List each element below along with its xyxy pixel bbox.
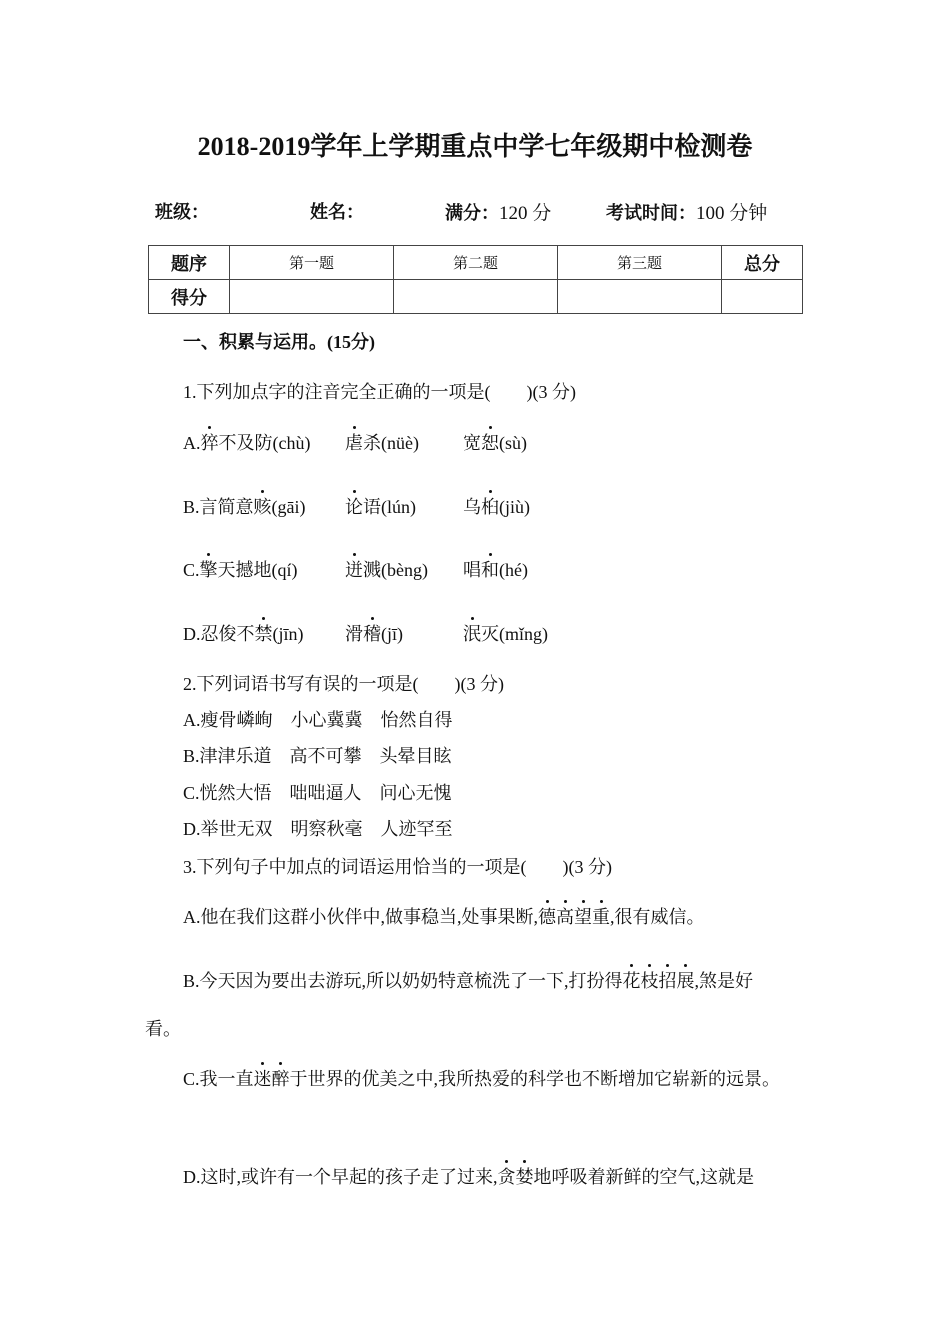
emphasized-char: 恕 [481, 433, 499, 453]
text-segment: 不及防(chù) [218, 433, 311, 453]
emphasized-char: 重 [592, 907, 610, 927]
emphasized-char: 擎 [199, 560, 218, 580]
question-1-option-phrase [345, 496, 416, 518]
emphasized-char: 醉 [271, 1069, 290, 1089]
emphasized-char: 禁 [254, 624, 273, 644]
question-1-option-phrase [183, 623, 304, 645]
emphasized-char: 德 [538, 907, 556, 927]
name-label: 姓名： [310, 202, 364, 223]
question-1-option-phrase [183, 559, 298, 581]
question-2-option: C.恍然大悟 咄咄逼人 问心无愧 [183, 783, 452, 803]
question-3-option [183, 970, 753, 992]
text-segment: 杀(nüè) [363, 433, 419, 453]
text-segment: B.言简意 [183, 497, 254, 517]
text-segment: B.今天因为要出去游玩,所以奶奶特意梳洗了一下,打扮得 [183, 971, 623, 991]
question-1-option-phrase [345, 432, 419, 454]
section-heading: 一、积累与运用。(15分) [183, 332, 375, 352]
emphasized-char: 桕 [481, 497, 499, 517]
text-segment: (gāi) [271, 497, 306, 517]
emphasized-char: 稽 [363, 624, 381, 644]
table-header-cell: 第三题 [558, 246, 722, 280]
text-segment: 唱 [463, 560, 481, 580]
exam-time [606, 198, 767, 225]
emphasized-char: 虐 [345, 433, 363, 453]
text-segment: C. [183, 560, 200, 580]
text-segment: D.这时,或许有一个早起的孩子走了过来, [183, 1167, 498, 1187]
text-segment: 地呼吸着新鲜的空气,这就是 [533, 1167, 754, 1187]
text-segment: 滑 [345, 624, 363, 644]
text-segment: 宽 [463, 433, 481, 453]
text-segment: 天撼地(qí) [217, 560, 298, 580]
table-header-row [149, 246, 803, 280]
emphasized-char: 招 [658, 971, 677, 991]
question-1-option-phrase [345, 623, 403, 645]
text-segment: 灭(mǐng) [481, 624, 548, 644]
text-segment: 溅(bèng) [363, 560, 428, 580]
text-segment: A.他在我们这群小伙伴中,做事稳当,处事果断, [183, 907, 538, 927]
question-1-option-phrase [463, 496, 530, 518]
emphasized-char: 花 [622, 971, 641, 991]
text-segment: 于世界的优美之中,我所热爱的科学也不断增加它崭新的远景。 [289, 1069, 781, 1089]
emphasized-char: 迷 [253, 1069, 272, 1089]
score-row-label: 得分 [149, 280, 230, 314]
full-score-value: 120 分 [499, 203, 552, 224]
emphasized-char: 枝 [640, 971, 659, 991]
question-3-stem: 3.下列句子中加点的词语运用恰当的一项是( )(3 分) [183, 857, 612, 877]
text-segment: (jiù) [499, 497, 530, 517]
question-1-option-phrase [345, 559, 428, 581]
question-1-option-phrase [463, 432, 527, 454]
text-segment: D.忍俊不 [183, 624, 255, 644]
text-segment: (jī) [381, 624, 403, 644]
text-segment: 看。 [145, 1019, 181, 1039]
text-segment: 语(lún) [363, 497, 416, 517]
emphasized-char: 赅 [253, 497, 272, 517]
text-segment: (jīn) [272, 624, 304, 644]
table-header-cell: 第一题 [230, 246, 394, 280]
question-3-option [145, 1018, 181, 1040]
emphasized-char: 猝 [200, 433, 219, 453]
score-cell[interactable] [558, 280, 722, 314]
emphasized-char: 泯 [463, 624, 481, 644]
emphasized-char: 展 [676, 971, 695, 991]
table-header-cell: 题序 [149, 246, 230, 280]
emphasized-char: 贪 [497, 1167, 516, 1187]
question-1-option-phrase [463, 623, 548, 645]
text-segment: A. [183, 433, 201, 453]
exam-time-label: 考试时间： [606, 203, 696, 224]
score-table [148, 245, 803, 314]
emphasized-char: 望 [574, 907, 592, 927]
text-segment: (hé) [499, 560, 528, 580]
question-1-option-phrase [463, 559, 528, 581]
emphasized-char: 高 [556, 907, 574, 927]
score-cell[interactable] [230, 280, 394, 314]
text-segment: ,煞是好 [694, 971, 754, 991]
text-segment: ,很有威信。 [610, 907, 705, 927]
question-3-option [183, 906, 705, 928]
table-header-cell: 总分 [722, 246, 803, 280]
emphasized-char: 论 [345, 497, 363, 517]
question-2-option: B.津津乐道 高不可攀 头晕目眩 [183, 746, 452, 766]
exam-time-value: 100 分钟 [696, 203, 768, 224]
score-cell[interactable] [394, 280, 558, 314]
question-2-option: D.举世无双 明察秋毫 人迹罕至 [183, 819, 453, 839]
question-3-option [183, 1068, 780, 1090]
question-1-stem: 1.下列加点字的注音完全正确的一项是( )(3 分) [183, 382, 576, 402]
text-segment: (sù) [499, 433, 527, 453]
table-header-cell: 第二题 [394, 246, 558, 280]
question-1-option-phrase [183, 432, 310, 454]
full-score [445, 198, 551, 225]
question-1-option-phrase [183, 496, 306, 518]
table-row [149, 280, 803, 314]
emphasized-char: 和 [481, 560, 499, 580]
score-cell[interactable] [722, 280, 803, 314]
question-2-option: A.瘦骨嶙峋 小心冀冀 怡然自得 [183, 710, 453, 730]
emphasized-char: 迸 [345, 560, 363, 580]
text-segment: 乌 [463, 497, 481, 517]
full-score-label: 满分： [445, 203, 499, 224]
question-2-stem: 2.下列词语书写有误的一项是( )(3 分) [183, 674, 504, 694]
class-label: 班级： [155, 202, 209, 223]
emphasized-char: 婪 [515, 1167, 534, 1187]
question-3-option [183, 1166, 754, 1188]
text-segment: C.我一直 [183, 1069, 254, 1089]
page-title: 2018-2019学年上学期重点中学七年级期中检测卷 [197, 132, 753, 161]
